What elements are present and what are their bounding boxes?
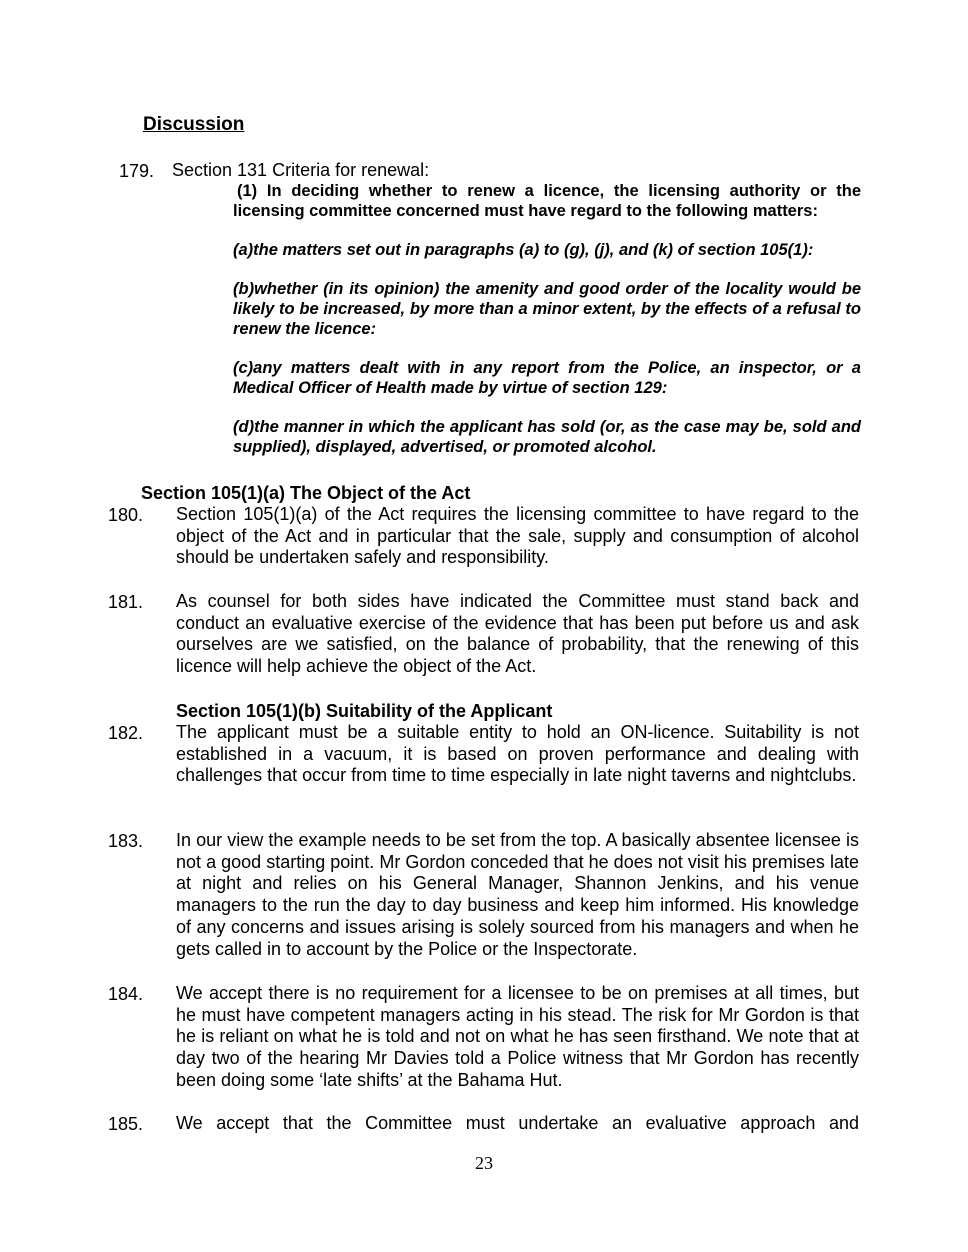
paragraph-180-text: Section 105(1)(a) of the Act requires the licensing committee to have regard to the object of the Act and in particular that the sale, supply and consumption of alcohol should be undertaken safely and responsibility. (176, 504, 859, 568)
paragraph-number-184: 184. (108, 984, 144, 1004)
paragraph-184-text: We accept there is no requirement for a licensee to be on premises at all times, but he must have competent managers acting in his stead. The risk for Mr Gordon is that he is reliant on what he is told and not on what he has seen firsthand. We note that at day two of the hearing Mr Davies told a Police witness that Mr Gordon has recently been doing some ‘late shifts’ at the Bahama Hut. (176, 983, 859, 1090)
paragraph-number-183: 183. (108, 831, 144, 851)
paragraph-183-text: In our view the example needs to be set from the top. A basically absentee licensee is not a good starting point. Mr Gordon conceded that he does not visit his premises late at night and relies on his General Manager, Shannon Jenkins, and his venue managers to the run the day to day business and keep him informed. His knowledge of any concerns and issues arising is solely sourced from his managers and when he gets called in to account by the Police or the Inspectorate. (176, 830, 859, 959)
quote-item-b: (b)whether (in its opinion) the amenity and good order of the locality would be likely to be increased, by more than a minor extent, by the effects of a refusal to renew the licence: (233, 280, 861, 338)
subheading-object-of-act: Section 105(1)(a) The Object of the Act (141, 483, 471, 503)
subheading-suitability: Section 105(1)(b) Suitability of the Applicant (176, 701, 553, 721)
paragraph-179-intro: Section 131 Criteria for renewal: (172, 160, 430, 180)
page-number: 23 (475, 1153, 493, 1173)
quote-item-a: (a)the matters set out in paragraphs (a) to (g), (j), and (k) of section 105(1): (233, 241, 814, 259)
paragraph-number-185: 185. (108, 1114, 144, 1134)
paragraph-number-181: 181. (108, 592, 144, 612)
quote-item-c: (c)any matters dealt with in any report from the Police, an inspector, or a Medical Officer of Health made by virtue of section 129: (233, 359, 861, 397)
paragraph-182-text: The applicant must be a suitable entity to hold an ON-licence. Suitability is not established in a vacuum, it is based on proven performance and dealing with challenges that occur from time to time especially in late night taverns and nightclubs. (176, 722, 859, 786)
paragraph-number-179: 179. (119, 161, 155, 181)
quote-subsection-1: (1) In deciding whether to renew a licence, the licensing authority or the licensing committee concerned must have regard to the following matters: (233, 182, 861, 220)
paragraph-185-text: We accept that the Committee must undertake an evaluative approach and (176, 1113, 859, 1133)
paragraph-number-180: 180. (108, 505, 144, 525)
section-heading-discussion: Discussion (143, 114, 245, 135)
paragraph-181-text: As counsel for both sides have indicated the Committee must stand back and conduct an evaluative exercise of the evidence that has been put before us and ask ourselves are we satisfied, on the balance of probability, that the renewing of this licence will help achieve the object of the Act. (176, 591, 859, 677)
quote-item-d: (d)the manner in which the applicant has sold (or, as the case may be, sold and supplied), displayed, advertised, or promoted alcohol. (233, 418, 861, 456)
statute-quote-block (233, 181, 861, 476)
paragraph-number-182: 182. (108, 723, 144, 743)
